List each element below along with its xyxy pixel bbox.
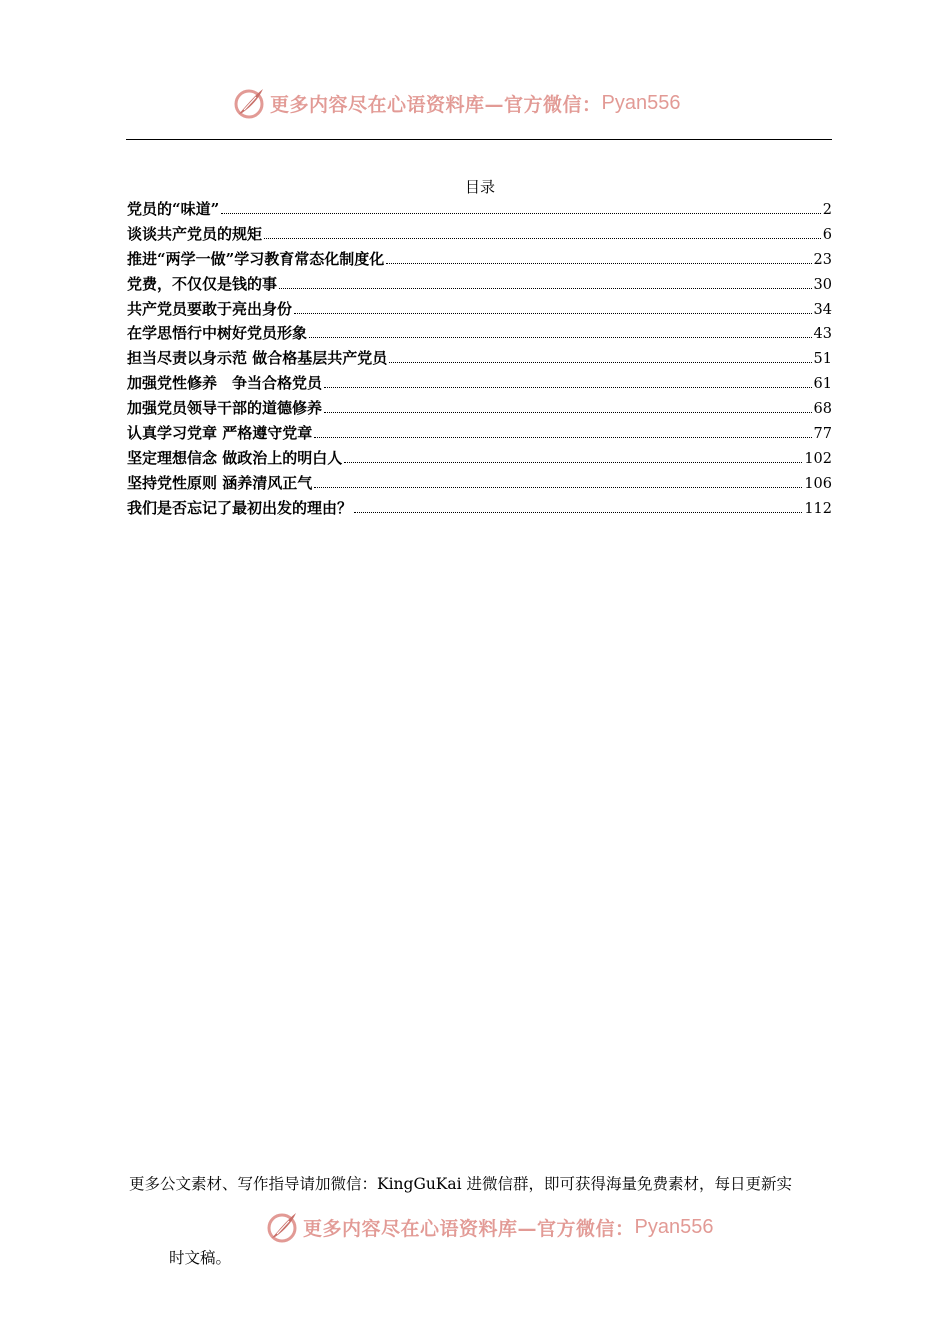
toc-entry-title: 加强党员领导干部的道德修养 [127,399,323,418]
toc-entry-title: 党员的“味道” [127,200,220,218]
header-watermark [232,86,680,120]
toc-entry[interactable] [127,421,832,446]
toc-dot-leader [389,362,811,363]
toc-dot-leader [279,288,812,289]
toc-entry-title: 在学思悟行中树好党员形象 [127,324,308,343]
toc-entry-page: 106 [804,475,832,492]
toc-entry-title: 我们是否忘记了最初出发的理由？ [127,498,353,517]
toc-entry-title: 党费，不仅仅是钱的事 [127,274,278,293]
toc-entry-title: 认真学习党章 严格遵守党章 [127,424,313,443]
toc-dot-leader [324,412,812,413]
watermark-wechat-id: Pyan556 [634,1215,714,1238]
toc-dot-leader [386,263,811,264]
toc-entry-title: 推进“两学一做”学习教育常态化制度化 [127,249,385,268]
toc-entry-title: 谈谈共产党员的规矩 [127,224,263,243]
toc-entry-title: 坚定理想信念 做政治上的明白人 [127,448,343,467]
toc-entry[interactable] [127,496,832,521]
toc-dot-leader [354,512,802,513]
footer-watermark [265,1210,713,1244]
toc-entry-page: 77 [813,426,832,443]
toc-entry-title: 担当尽责以身示范 做合格基层共产党员 [127,349,388,368]
toc-entry-page: 23 [813,251,832,268]
toc-entry-page: 68 [813,401,832,418]
watermark-wechat-id: Pyan556 [601,91,681,114]
toc-entry[interactable] [127,272,832,297]
toc-entry[interactable] [127,222,832,247]
toc-entry-title: 加强党性修养 争当合格党员 [127,374,323,393]
toc-entry-page: 61 [813,376,832,393]
toc-entry[interactable] [127,197,832,222]
toc-entry[interactable] [127,346,832,371]
toc-entry-title: 共产党员要敢于亮出身份 [127,299,293,318]
toc-entry[interactable] [127,321,832,346]
toc-entry-page: 51 [813,351,832,368]
watermark-text: 更多内容尽在心语资料库—官方微信： [270,93,602,116]
table-of-contents [127,197,832,521]
toc-entry[interactable] [127,396,832,421]
toc-entry-page: 30 [813,276,832,293]
toc-entry[interactable] [127,471,832,496]
toc-dot-leader [264,238,821,239]
footer-promo-line-2: 时文稿。 [169,1249,232,1267]
quill-logo-icon [232,86,266,120]
toc-entry[interactable] [127,446,832,471]
toc-dot-leader [221,213,821,214]
toc-entry[interactable] [127,247,832,272]
toc-entry-page: 6 [822,226,832,243]
toc-dot-leader [309,337,812,338]
quill-logo-icon [265,1210,299,1244]
footer-promo-line-1: 更多公文素材、写作指导请加微信：KingGuKai 进微信群，即可获得海量免费素材，每日更新实 [129,1175,793,1193]
watermark-text: 更多内容尽在心语资料库—官方微信： [303,1217,635,1240]
toc-dot-leader [344,462,802,463]
toc-entry-page: 2 [822,202,832,218]
header-rule [126,139,832,140]
toc-dot-leader [294,313,812,314]
toc-dot-leader [314,487,802,488]
toc-entry-title: 坚持党性原则 涵养清风正气 [127,473,313,492]
toc-entry-page: 43 [813,326,832,343]
toc-entry-page: 102 [804,450,832,467]
toc-entry[interactable] [127,297,832,322]
toc-dot-leader [324,387,812,388]
toc-title: 目录 [464,178,495,196]
toc-entry-page: 112 [804,500,832,517]
toc-entry-page: 34 [813,301,832,318]
toc-dot-leader [314,437,811,438]
toc-entry[interactable] [127,371,832,396]
